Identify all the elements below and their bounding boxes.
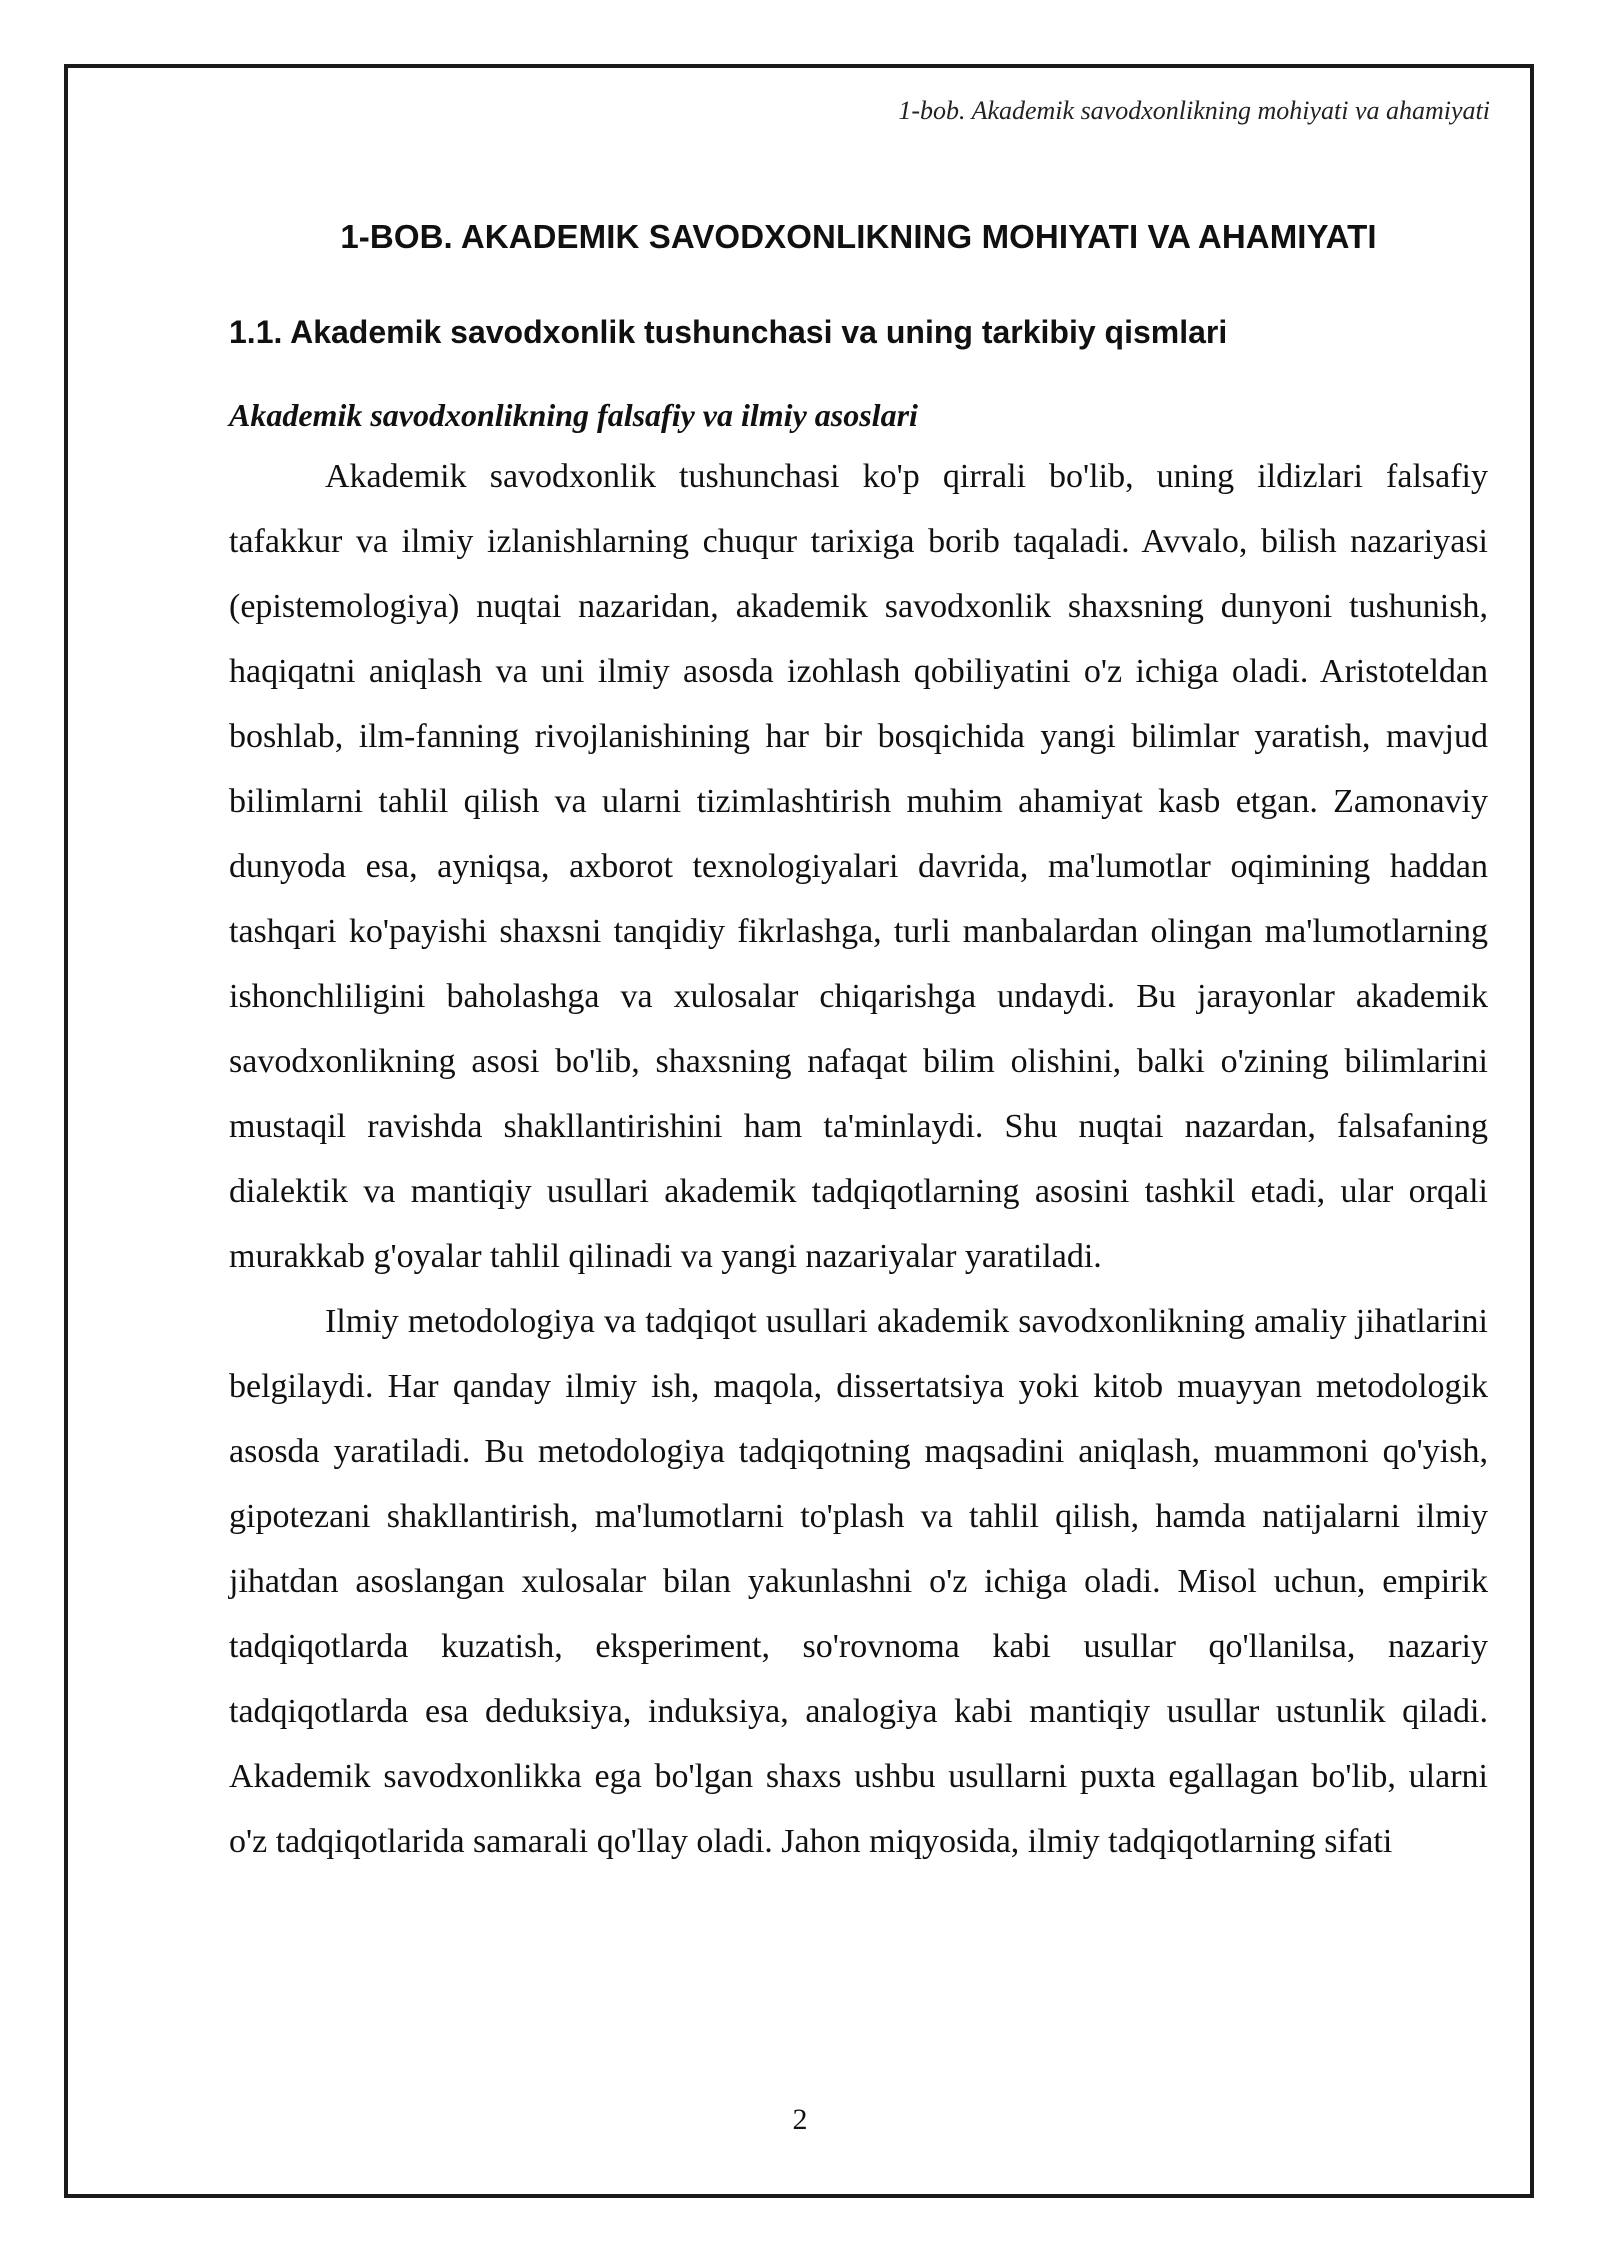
- page-number: 2: [792, 2103, 808, 2136]
- section-title: 1.1. Akademik savodxonlik tushunchasi va uning tarkibiy qismlari: [229, 314, 1228, 350]
- running-header: 1-bob. Akademik savodxonlikning mohiyati va ahamiyati: [898, 96, 1490, 125]
- chapter-title: 1-BOB. AKADEMIK SAVODXONLIKNING MOHIYATI VA AHAMIYATI: [340, 218, 1377, 255]
- subsection-title: Akademik savodxonlikning falsafiy va ilmiy asoslari: [229, 397, 918, 433]
- page-content: [229, 210, 1488, 1874]
- body-paragraph-1: Akademik savodxonlik tushunchasi ko'p qirrali bo'lib, uning ildizlari falsafiy tafakkur va ilmiy izlanishlarning chuqur tarixiga borib taqaladi. Avvalo, bilish nazariyasi (epistemologiya) nuqtai nazaridan, akademik savodxonlik shaxsning dunyoni tushunish, haqiqatni aniqlash va uni ilmiy asosda izohlash qobiliyatini o'z ichiga oladi. Aristoteldan boshlab, ilm-fanning rivojlanishining har bir bosqichida yangi bilimlar yaratish, mavjud bilimlarni tahlil qilish va ularni tizimlashtirish muhim ahamiyat kasb etgan. Zamonaviy dunyoda esa, ayniqsa, axborot texnologiyalari davrida, ma'lumotlar oqimining haddan tashqari ko'payishi shaxsni tanqidiy fikrlashga, turli manbalardan olingan ma'lumotlarning ishonchliligini baholashga va xulosalar chiqarishga undaydi. Bu jarayonlar akademik savodxonlikning asosi bo'lib, shaxsning nafaqat bilim olishini, balki o'zining bilimlarini mustaqil ravishda shakllantirishini ham ta'minlaydi. Shu nuqtai nazardan, falsafaning dialektik va mantiqiy usullari akademik tadqiqotlarning asosini tashkil etadi, ular orqali murakkab g'oyalar tahlil qilinadi va yangi nazariyalar yaratiladi.: [229, 458, 1488, 1275]
- body-paragraph-2: Ilmiy metodologiya va tadqiqot usullari akademik savodxonlikning amaliy jihatlarini belgilaydi. Har qanday ilmiy ish, maqola, dissertatsiya yoki kitob muayyan metodologik asosda yaratiladi. Bu metodologiya tadqiqotning maqsadini aniqlash, muammoni qo'yish, gipotezani shakllantirish, ma'lumotlarni to'plash va tahlil qilish, hamda natijalarni ilmiy jihatdan asoslangan xulosalar bilan yakunlashni o'z ichiga oladi. Misol uchun, empirik tadqiqotlarda kuzatish, eksperiment, so'rovnoma kabi usullar qo'llanilsa, nazariy tadqiqotlarda esa deduksiya, induksiya, analogiya kabi mantiqiy usullar ustunlik qiladi. Akademik savodxonlikka ega bo'lgan shaxs ushbu usullarni puxta egallagan bo'lib, ularni o'z tadqiqotlarida samarali qo'llay oladi. Jahon miqyosida, ilmiy tadqiqotlarning sifati: [229, 1303, 1488, 1860]
